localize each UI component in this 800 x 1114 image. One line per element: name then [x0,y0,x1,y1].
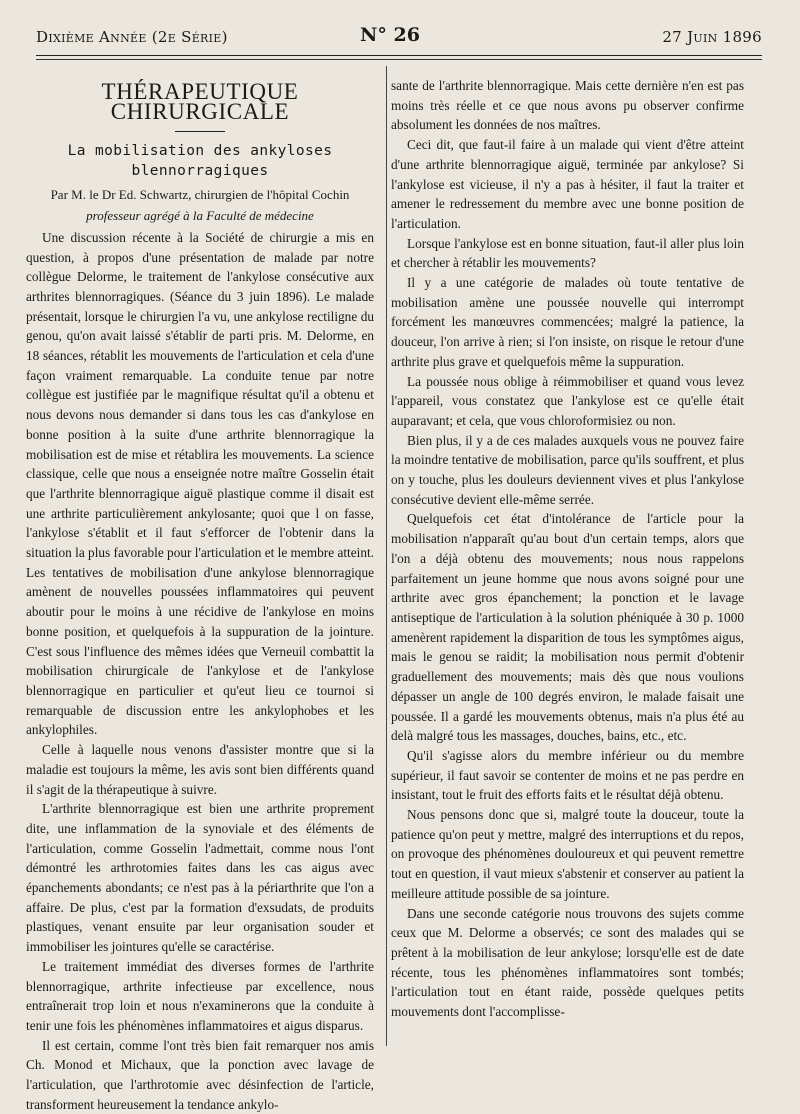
paragraph: Il est certain, comme l'ont très bien fait remarquer nos amis Ch. Monod et Michaux, que la ponction avec lavage de l'articulation, que l'arthrotomie avec désinfection de l'article, transforment heureusement la tendance ankylo- [26,1037,374,1112]
header-rule-bottom [36,59,762,60]
paragraph: La poussée nous oblige à réimmobiliser et quand vous levez l'appareil, vous constatez que l'ankylose est ce qu'elle était auparavant; et cela, que vous chloroformisiez ou non. [391,373,744,428]
header-rule-top [36,55,762,56]
paragraph: Bien plus, il y a de ces malades auxquels vous ne pouvez faire la moindre tentative de mobilisation, parce qu'ils souffrent, et plus on y touche, plus les douleurs deviennent vives et plus l'ankylose consécutive devient elle-même serrée. [391,432,744,507]
paragraph: L'arthrite blennorragique est bien une arthrite proprement dite, une inflammation de la synoviale et des éléments de l'articulation, comme Gosselin l'admettait, comme nous l'ont démontré les arthrotomies faites dans les cas aigus avec épanchements abondants; ce n'est pas à la périarthrite que l'on a affaire. De plus, c'est par la formation d'exsudats, de produits plastiques, venant ensuite par leur organisation souder et immobiliser les jointures qu'elle se caractérise. [26,801,374,955]
paragraph: sante de l'arthrite blennorragique. Mais cette dernière n'en est pas moins très réelle et ce que nous avons pu observer confirme absolument les données de nos maîtres. [391,78,744,133]
byline-author: Par M. le Dr Ed. Schwartz, chirurgien de l'hôpital Cochin [50,186,350,202]
right-body [391,76,744,1022]
paragraph: Dans une seconde catégorie nous trouvons des sujets comme ceux que M. Delorme a observés; ce sont des malades qui se prêtent à la mobilisation de leur ankylose; lorsqu'elle est de date récente, tous les phénomènes inflammatoires sont tombés; l'articulation tout en étant raide, possède quelques petits mouvements dont l'accomplisse- [391,905,744,1020]
paragraph: Ceci dit, que faut-il faire à un malade qui vient d'être atteint d'une arthrite blennorragique aiguë, terminée par ankylose? Si l'ankylose est vicieuse, il n'y a pas à hésiter, il faut la traiter et amener le redressement du membre avec une bonne position de l'articulation. [391,137,744,231]
paragraph: Quelquefois cet état d'intolérance de l'article pour la mobilisation n'apparaît qu'au bout d'un certain temps, alors que l'on a déjà obtenu des mouvements; nous nous rappelons parfaitement un jeune homme que nous avons soigné pour une arthrite avec gros épanchement; la ponction et le lavage antiseptique de l'articulation à la solution phéniquée à 30 p. 1000 amenèrent rapidement la disparition de tous les symptômes aigus, mais le genou se raidit; la mobilisation nous permit d'obtenir graduellement des mouvements; mais dès que nous voulions dépasser un angle de 100 degrés environ, le malade faisait une poussée. Il a gardé les mouvements obtenus, mais n'a plus été au delà malgré tous les massages, douches, bains, etc., etc. [391,511,744,744]
paragraph: Il y a une catégorie de malades où toute tentative de mobilisation amène une poussée nouvelle qui interrompt forcément les manœuvres commencées; malgré la patience, la douceur, l'on arrive à rien; si l'on insiste, on risque le retour d'une arthrite plus grave et quelquefois même la suppuration. [391,275,744,369]
header-edition: Dixième Année (2e Série) [36,28,228,46]
paragraph: Une discussion récente à la Société de chirurgie a mis en question, à propos d'une présentation de malade par notre collègue Delorme, le traitement de l'ankylose consécutive aux arthrites blennorragiques. (Séance du 3 juin 1896). Le malade présentait, lorsque le chirurgien l'a vu, une ankylose rectiligne du genou, qu'on avait laissé s'établir de parti pris. M. Delorme, en 18 séances, rétablit les mouvements de l'articulation et cela d'une façon vraiment remarquable. La conduite tenue par notre collègue est justifiée par le magnifique résultat qu'il a obtenu et nous devons nous demander si dans tous les cas d'ankylose en bonne position à la suite d'une arthrite blennorragique la mobilisation est de mise et rétablira les mouvements. La science classique, celle que nous a enseignée notre maître Gosselin était que l'arthrite blennorragique aiguë plastique comme il disait est une arthrite particulièrement ankylosante; quoi que l on fasse, l'ankylose s'établit et il faut s'efforcer de l'obtenir dans la situation la plus favorable pour l'articulation et le membre atteint. Les tentatives de mobilisation d'une ankylose blennorragique amènent de nouvelles poussées inflammatoires qui peuvent aboutir pour le moins à une récidive de l'ankylose en moins bonne position, et quelquefois à la suppuration de la jointure. C'est sous l'influence des mêmes idées que Verneuil combattit la mobilisation chirurgicale de l'ankylose et de l'ankylose blennorragique en particulier et qu'eut lieu ce tournoi si remarquable de discussion entre les ankylophobes et les ankylophiles. [26,229,375,738]
column-divider [386,66,387,1046]
left-body [26,228,374,1114]
paragraph: Lorsque l'ankylose est en bonne situation, faut-il aller plus loin et chercher à rétablir les mouvements? [391,235,744,271]
paragraph: Le traitement immédiat des diverses formes de l'arthrite blennorragique, arthrite infectieuse par excellence, nous entraînerait trop loin et nous n'examinerons que la conduite à tenir une fois les phénomènes inflammatoires et aigus disparus. [26,958,374,1033]
paragraph: Celle à laquelle nous venons d'assister montre que si la maladie est toujours la même, les avis sont bien différents quand il s'agit de la thérapeutique à suivre. [26,742,374,797]
paragraph: Nous pensons donc que si, malgré toute la douceur, toute la patience qu'on peut y mettre, malgré des interruptions et du repos, on provoque des phénomènes douloureux et qui peuvent remettre tout en question, il vaut mieux s'abstenir et conserver au patient la meilleure attitude possible de sa jointure. [391,807,744,901]
paragraph: Qu'il s'agisse alors du membre inférieur ou du membre supérieur, il faut savoir se contenter de moins et ne pas perdre en insistant, tout le fruit des efforts faits et le résultat déjà obtenu. [391,747,744,803]
header-date: 27 Juin 1896 [662,28,762,46]
article-title: La mobilisation des ankyloses blennorragiques [67,143,333,180]
page-header [36,24,762,52]
section-title: THÉRAPEUTIQUE CHIRURGICALE [101,79,299,124]
left-column [26,70,374,1114]
header-issue-number: N° 26 [360,24,420,46]
title-rule [175,131,225,132]
right-column [391,76,744,1022]
byline-affiliation: professeur agrégé à la Faculté de médecine [86,207,314,223]
